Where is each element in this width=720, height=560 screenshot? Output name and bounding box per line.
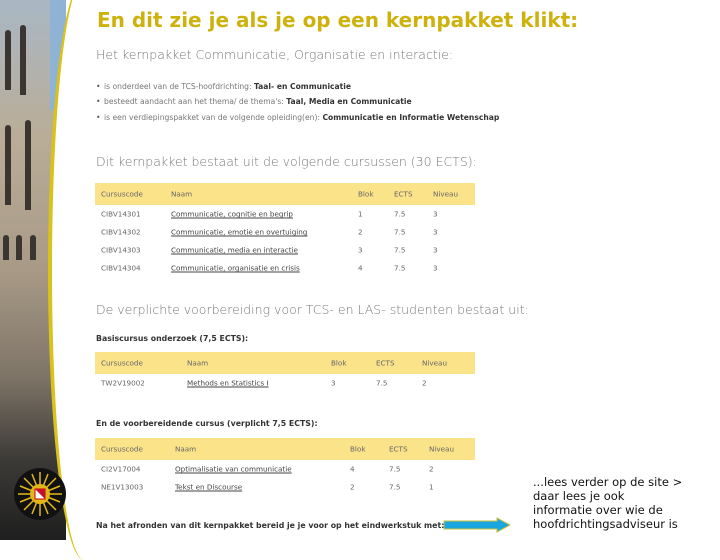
table-cell: 2	[358, 227, 363, 237]
table-cell: 3	[433, 245, 438, 255]
table-header	[95, 183, 475, 205]
column-header: ECTS	[389, 444, 408, 454]
course-link[interactable]: Communicatie, emotie en overtuiging	[171, 227, 308, 237]
table-header	[95, 352, 475, 374]
table-row	[95, 205, 475, 223]
column-header: Cursuscode	[101, 444, 143, 454]
column-header: Blok	[358, 189, 374, 199]
table-cell: 3	[433, 227, 438, 237]
table-cell: CIBV14303	[101, 245, 141, 255]
prep-heading: De verplichte voorbereiding voor TCS- en LAS- studenten bestaat uit:	[96, 302, 529, 317]
table-cell: TW2V19002	[101, 378, 145, 388]
table-cell: 2	[350, 482, 355, 492]
table-cell: 7.5	[394, 209, 406, 219]
basis-heading: Basiscursus onderzoek (7,5 ECTS):	[96, 334, 249, 343]
table-cell: CIBV14304	[101, 263, 141, 273]
table-cell: 7.5	[389, 464, 401, 474]
table-row	[95, 478, 475, 496]
course-link[interactable]: Methods en Statistics I	[187, 378, 269, 388]
bullet-item: • is een verdiepingspakket van de volgende opleiding(en): Communicatie en Informatie Wetenschap	[104, 113, 499, 122]
column-header: Naam	[175, 444, 197, 454]
column-header: Cursuscode	[101, 189, 143, 199]
column-header: ECTS	[376, 358, 395, 368]
column-header: Niveau	[429, 444, 455, 454]
prep-course-table	[95, 438, 475, 496]
column-header: Naam	[187, 358, 209, 368]
table-cell: CIBV14302	[101, 227, 141, 237]
table-cell: 7.5	[394, 227, 406, 237]
arrow-right-icon	[443, 517, 511, 533]
table-cell: 7.5	[376, 378, 388, 388]
course-link[interactable]: Communicatie, media en interactie	[171, 245, 298, 255]
table-row	[95, 241, 475, 259]
column-header: Cursuscode	[101, 358, 143, 368]
package-heading: Het kernpakket Communicatie, Organisatie en interactie:	[96, 47, 454, 62]
table-header	[95, 438, 475, 460]
table-cell: 2	[422, 378, 427, 388]
voor-heading: En de voorbereidende cursus (verplicht 7,5 ECTS):	[96, 419, 318, 428]
slide-title: En dit zie je als je op een kernpakket klikt:	[97, 8, 579, 32]
table-cell: 3	[331, 378, 336, 388]
course-link[interactable]: Communicatie, organisatie en crisis	[171, 263, 300, 273]
table-cell: 2	[429, 464, 434, 474]
courses-heading: Dit kernpakket bestaat uit de volgende cursussen (30 ECTS):	[96, 154, 477, 169]
table-row	[95, 259, 475, 277]
table-cell: 4	[350, 464, 355, 474]
course-link[interactable]: Tekst en Discourse	[175, 482, 243, 492]
table-cell: 7.5	[394, 245, 406, 255]
column-header: Naam	[171, 189, 193, 199]
course-link[interactable]: Optimalisatie van communicatie	[175, 464, 292, 474]
table-row	[95, 223, 475, 241]
table-cell: 1	[429, 482, 434, 492]
bullet-item: • is onderdeel van de TCS-hoofdrichting: Taal- en Communicatie	[104, 82, 351, 91]
courses-table	[95, 183, 475, 277]
table-cell: 7.5	[389, 482, 401, 492]
read-more-note: ...lees verder op de site > daar lees je ook informatie over wie de hoofdrichtingsadviseur is	[533, 475, 683, 531]
table-cell: CIBV14301	[101, 209, 141, 219]
table-cell: NE1V13003	[101, 482, 144, 492]
table-cell: 3	[433, 209, 438, 219]
column-header: Blok	[350, 444, 366, 454]
table-row	[95, 460, 475, 478]
table-cell: 7.5	[394, 263, 406, 273]
university-seal-logo	[13, 467, 67, 521]
table-cell: 4	[358, 263, 363, 273]
table-cell: 3	[358, 245, 363, 255]
bullet-item: • besteedt aandacht aan het thema/ de thema's: Taal, Media en Communicatie	[104, 97, 412, 106]
table-row	[95, 374, 475, 392]
column-header: ECTS	[394, 189, 413, 199]
table-cell: 3	[433, 263, 438, 273]
final-heading: Na het afronden van dit kernpakket bereid je je voor op het eindwerkstuk met:	[96, 521, 445, 530]
table-cell: 1	[358, 209, 363, 219]
table-cell: CI2V17004	[101, 464, 141, 474]
column-header: Blok	[331, 358, 347, 368]
column-header: Niveau	[433, 189, 459, 199]
column-header: Niveau	[422, 358, 448, 368]
course-link[interactable]: Communicatie, cognitie en begrip	[171, 209, 293, 219]
basis-table	[95, 352, 475, 392]
